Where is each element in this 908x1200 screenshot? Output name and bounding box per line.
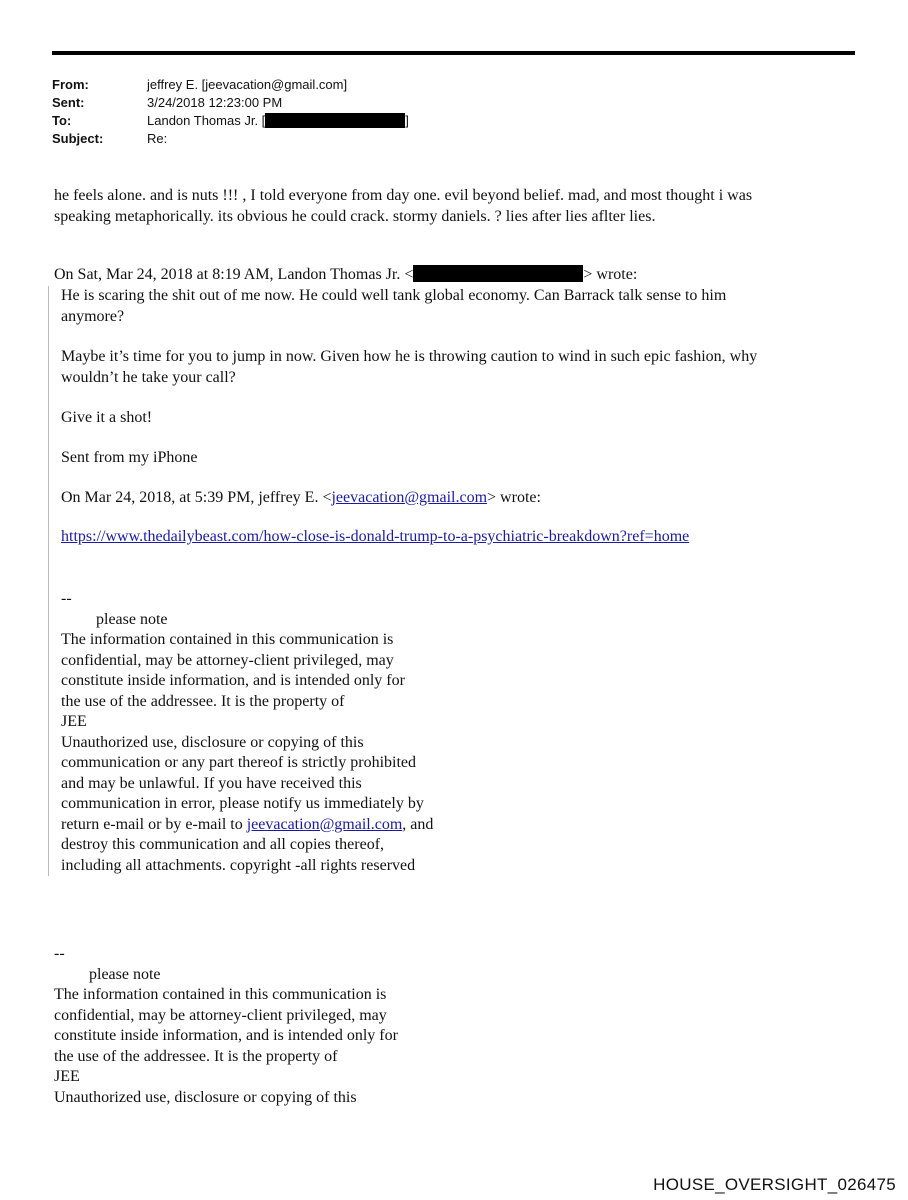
quoted-signature: Sent from my iPhone xyxy=(61,449,198,466)
to-label: To: xyxy=(52,113,72,128)
from-value: jeffrey E. [jeevacation@gmail.com] xyxy=(147,77,348,92)
from-row xyxy=(52,76,409,94)
notice-line: communication in error, please notify us immediately by xyxy=(61,795,424,812)
notice-line: destroy this communication and all copies thereof, xyxy=(61,836,385,853)
notice-line: constitute inside information, and is intended only for xyxy=(54,1027,398,1044)
quoted-line: anymore? xyxy=(61,307,125,325)
quoted-line: Maybe it’s time for you to jump in now. Given how he is throwing caution to wind in such epic fashion, why xyxy=(61,348,758,365)
to-value xyxy=(147,112,409,130)
to-name: Landon Thomas Jr. [ xyxy=(147,113,266,128)
subject-label: Subject: xyxy=(52,131,104,146)
inner-reply-suffix: > wrote: xyxy=(487,489,541,506)
quote-bar xyxy=(48,286,49,876)
notice-line: The information contained in this communication is xyxy=(54,986,387,1003)
article-link[interactable]: https://www.thedailybeast.com/how-close-is-donald-trump-to-a-psychiatric-breakdown?ref=home xyxy=(61,528,690,545)
redaction-box xyxy=(265,113,405,128)
notice-line xyxy=(61,815,433,836)
sent-value: 3/24/2018 12:23:00 PM xyxy=(147,95,283,110)
notice-text: return e-mail or by e-mail to xyxy=(61,815,247,833)
notice-line: confidential, may be attorney-client privileged, may xyxy=(61,651,394,669)
from-label: From: xyxy=(52,77,89,92)
notice-dashes: -- xyxy=(61,590,72,607)
email-link[interactable]: jeevacation@gmail.com xyxy=(331,489,488,506)
confidentiality-notice xyxy=(54,944,398,1108)
subject-value: Re: xyxy=(147,131,168,146)
bates-number: HOUSE_OVERSIGHT_026475 xyxy=(653,1175,896,1194)
email-link[interactable]: jeevacation@gmail.com xyxy=(246,815,403,833)
reply-header-suffix: > wrote: xyxy=(583,266,638,283)
inner-reply-prefix: On Mar 24, 2018, at 5:39 PM, jeffrey E. < xyxy=(61,489,332,506)
quoted-line: He is scaring the shit out of me now. He could well tank global economy. Can Barrack talk sense to him xyxy=(61,287,727,304)
message-line: he feels alone. and is nuts !!! , I told everyone from day one. evil beyond belief. mad, and most thought i was xyxy=(54,187,753,204)
quoted-paragraph xyxy=(61,347,851,388)
quoted-line: Give it a shot! xyxy=(61,409,153,426)
notice-line: JEE xyxy=(54,1068,80,1085)
notice-line: communication or any part thereof is strictly prohibited xyxy=(61,754,417,771)
notice-dashes: -- xyxy=(54,945,65,962)
notice-please-note: please note xyxy=(96,610,168,628)
notice-line: Unauthorized use, disclosure or copying of this xyxy=(61,733,364,751)
quoted-paragraph xyxy=(61,286,851,327)
notice-line: including all attachments. copyright -all rights reserved xyxy=(61,856,416,874)
article-link-line xyxy=(61,527,851,548)
notice-line: The information contained in this communication is xyxy=(61,631,394,648)
notice-line: the use of the addressee. It is the property of xyxy=(54,1047,338,1065)
message-line: speaking metaphorically. its obvious he could crack. stormy daniels. ? lies after lies aflter lies. xyxy=(54,207,656,225)
redaction-box xyxy=(413,265,583,282)
quoted-line: wouldn’t he take your call? xyxy=(61,368,236,386)
notice-line: constitute inside information, and is intended only for xyxy=(61,672,405,689)
subject-row xyxy=(52,130,409,148)
sent-label: Sent: xyxy=(52,95,85,110)
notice-line: Unauthorized use, disclosure or copying of this xyxy=(54,1088,357,1106)
notice-please-note: please note xyxy=(89,965,161,983)
reply-header-text: On Sat, Mar 24, 2018 at 8:19 AM, Landon Thomas Jr. < xyxy=(54,266,414,283)
to-row xyxy=(52,112,409,130)
header-rule xyxy=(52,51,855,55)
message-body xyxy=(54,186,864,227)
notice-line: JEE xyxy=(61,713,87,730)
notice-line: the use of the addressee. It is the property of xyxy=(61,692,345,710)
to-close-bracket: ] xyxy=(405,113,409,128)
notice-text: , and xyxy=(402,815,434,833)
notice-line: and may be unlawful. If you have received this xyxy=(61,774,362,792)
sent-row xyxy=(52,94,409,112)
confidentiality-notice xyxy=(61,589,433,876)
inner-reply-header xyxy=(61,488,851,509)
reply-header xyxy=(54,265,637,285)
email-header xyxy=(52,76,409,148)
notice-line: confidential, may be attorney-client privileged, may xyxy=(54,1006,387,1024)
